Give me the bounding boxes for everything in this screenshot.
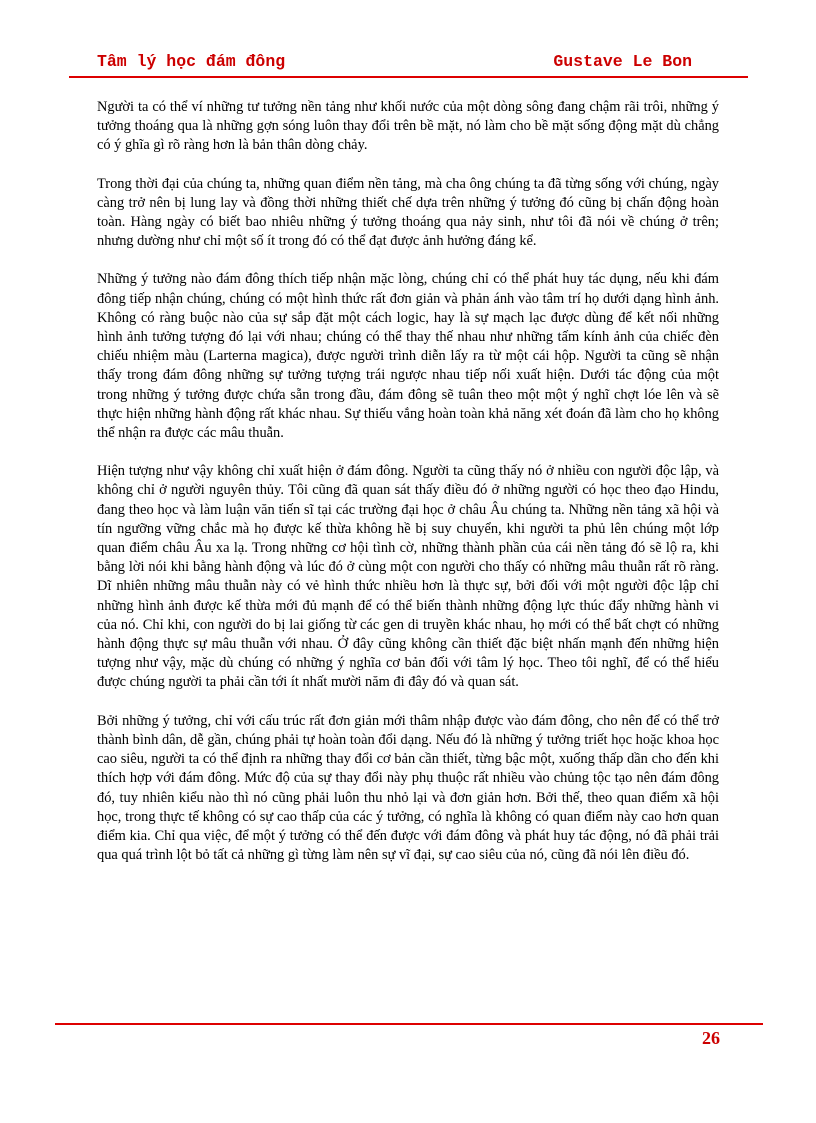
book-author: Gustave Le Bon bbox=[553, 52, 692, 71]
body-paragraph: Những ý tưởng nào đám đông thích tiếp nhận mặc lòng, chúng chỉ có thể phát huy tác dụng, nếu khi đám đông tiếp nhận chúng, chúng có một hình thức rất đơn giản và phản ánh vào tâm trí họ dưới dạng hình ảnh. Không có ràng buộc nào của sự sắp đặt một cách logic, hay là sự mạch lạc được dùng để kết nối những hình ảnh tưởng tượng đó lại với nhau; chúng có thể thay thế nhau như những tấm kính ảnh của chiếc đèn chiếu nhiệm màu (Larterna magica), được người trình diễn lấy ra từ một cái hộp. Người ta cũng sẽ nhận thấy trong đám đông những sự tưởng tượng trái ngược nhau tiếp nối xuất hiện. Dưới tác động của một trong những ý tưởng được chứa sẵn trong đầu, đám đông sẽ tuân theo một một ý nghĩ chợt lóe lên và sẽ thực hiện những hành động rất khác nhau. Sự thiếu vắng hoàn toàn khả năng xét đoán đã làm cho họ không thể nhận ra được các mâu thuẫn. bbox=[97, 271, 719, 442]
footer-divider bbox=[55, 1023, 763, 1025]
book-title: Tâm lý học đám đông bbox=[97, 52, 286, 71]
body-paragraph: Hiện tượng như vậy không chỉ xuất hiện ở đám đông. Người ta cũng thấy nó ở nhiều con người độc lập, và không chỉ ở người nguyên thủy. Tôi cũng đã quan sát thấy điều đó ở những người có học theo đạo Hindu, đang theo học và làm luận văn tiến sĩ tại các trường đại học ở châu Âu chúng ta. Những nền tảng xã hội và tín ngưỡng vững chắc mà họ được kế thừa không hề bị suy chuyển, khi người ta phủ lên chúng một lớp quan điểm châu Âu xa lạ. Trong những cơ hội tình cờ, những thành phần của cái nền tảng đó sẽ lộ ra, khi bằng lời nói khi bằng hành động và lúc đó ở cùng một con người cho thấy có những mâu thuẫn rất rõ ràng. Dĩ nhiên những mâu thuẫn này có vẻ hình thức nhiều hơn là thực sự, bởi đối với một người độc lập chỉ những hình ảnh được kế thừa mới đủ mạnh để có thể biến thành những động lực thúc đẩy những hành vi của nó. Chỉ khi, con người do bị lai giống từ các gen di truyền khác nhau, họ mới có thể bất chợt có những hành động thực sự mâu thuẫn với nhau. Ở đây cũng không cần thiết đặc biệt nhấn mạnh đến những hiện tượng như vậy, mặc dù chúng có những ý nghĩa cơ bản đối với tâm lý học. Theo tôi nghĩ, để có thể hiểu được chúng người ta phải cần tới ít nhất mười năm đi đây đó và quan sát. bbox=[97, 463, 719, 691]
body-paragraph: Trong thời đại của chúng ta, những quan điểm nền tảng, mà cha ông chúng ta đã từng sống với chúng, ngày càng trở nên bị lung lay và đồng thời những thiết chế dựa trên những ý tưởng đó cũng bị chấn động hoàn toàn. Hàng ngày có biết bao nhiêu những ý tưởng thoáng qua nảy sinh, như tôi đã nói về chúng ở trên; nhưng dường như chỉ một số ít trong đó có thể đạt được ảnh hưởng đáng kể. bbox=[97, 175, 719, 250]
page-header bbox=[97, 50, 692, 74]
header-divider bbox=[69, 76, 748, 78]
body-paragraph: Bởi những ý tưởng, chỉ với cấu trúc rất đơn giản mới thâm nhập được vào đám đông, cho nên để có thể trở thành bình dân, dễ gần, chúng phải tự hoàn toàn đổi dạng. Nếu đó là những ý tưởng triết học hoặc khoa học cao siêu, người ta có thể định ra những thay đổi cơ bản cần thiết, từng bậc một, xuống thấp dần cho đến khi thích hợp với đám đông. Mức độ của sự thay đổi này phụ thuộc rất nhiều vào chủng tộc tạo nên đám đông đó, tuy nhiên kiểu nào thì nó cũng phải luôn thu nhỏ lại và đơn giản hơn. Bởi thế, theo quan điểm xã hội học, trong thực tế không có sự cao thấp của các ý tưởng, có nghĩa là không có quan điểm này cao hơn quan điểm kia. Chỉ qua việc, để một ý tưởng có thể đến được với đám đông và phát huy tác động, nó đã phải trải qua quá trình lột bỏ tất cả những gì từng làm nên sự vĩ đại, sự cao siêu của nó, cũng đã nói lên điều đó. bbox=[97, 712, 719, 864]
page-number: 26 bbox=[702, 1028, 720, 1048]
body-paragraph: Người ta có thể ví những tư tưởng nền tảng như khối nước của một dòng sông đang chậm rãi trôi, những ý tưởng thoáng qua là những gợn sóng luôn thay đổi trên bề mặt, nó làm cho bề mặt sống động mặt dù chẳng có ý ghĩa gì rõ ràng hơn là bản thân dòng chảy. bbox=[97, 99, 719, 154]
page-body bbox=[97, 98, 719, 884]
